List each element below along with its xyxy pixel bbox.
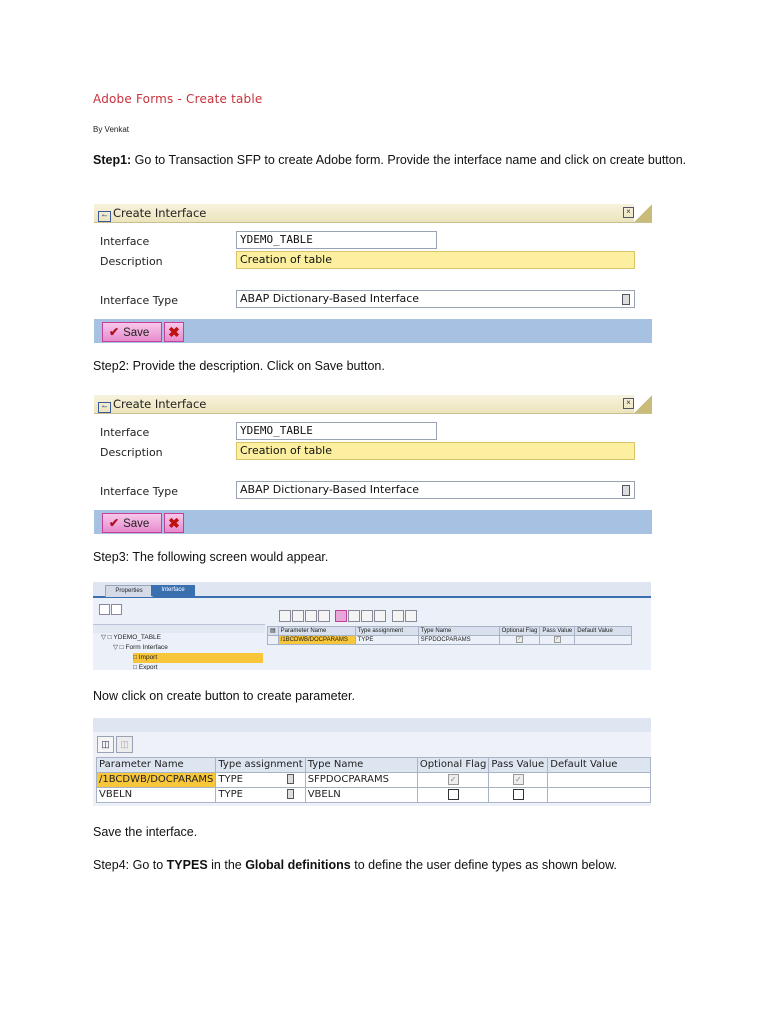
copy-icon[interactable] — [292, 610, 304, 622]
interface-type-select[interactable] — [236, 290, 635, 308]
col-header-type-name: Type Name — [305, 758, 417, 773]
create-parameter-paragraph: Now click on create button to create parameter. — [93, 689, 355, 703]
delete-icon[interactable] — [361, 610, 373, 622]
dialog-title-text: Create Interface — [113, 397, 207, 411]
interface-tree — [93, 600, 265, 670]
cut-icon[interactable] — [279, 610, 291, 622]
col-header: Parameter Name — [278, 627, 355, 636]
col-header-type-assignment: Type assignment — [216, 758, 305, 773]
interface-input[interactable]: YDEMO_TABLE — [236, 231, 437, 249]
cell-type-name[interactable]: SFPDOCPARAMS — [305, 773, 417, 788]
cell-parameter-name[interactable]: /1BCDWB/DOCPARAMS — [97, 773, 216, 788]
create-interface-dialog-1 — [94, 204, 652, 343]
close-icon[interactable]: × — [623, 207, 634, 218]
find-icon[interactable] — [392, 610, 404, 622]
cell-pass-value[interactable] — [489, 773, 548, 788]
collapse-icon[interactable] — [111, 604, 122, 615]
save-interface-paragraph: Save the interface. — [93, 825, 198, 839]
table-row[interactable] — [97, 773, 651, 788]
find-next-icon[interactable] — [405, 610, 417, 622]
checkmark-icon: ✔ — [109, 325, 120, 339]
step4-paragraph — [93, 858, 688, 873]
save-button-label: Save — [123, 518, 150, 530]
dialog-button-bar — [94, 319, 652, 343]
step3-paragraph: Step3: The following screen would appear. — [93, 550, 329, 564]
interface-input[interactable]: YDEMO_TABLE — [236, 422, 437, 440]
cell-default-value[interactable] — [548, 788, 651, 803]
col-header: Pass Value — [540, 627, 575, 636]
description-input[interactable]: Creation of table — [236, 442, 635, 460]
cell-optional-flag[interactable] — [499, 636, 540, 645]
interface-type-row — [94, 290, 636, 308]
description-label: Description — [100, 446, 163, 459]
create-icon: ↼ — [98, 211, 111, 222]
dialog-corner — [634, 204, 652, 222]
optional-flag-checkbox[interactable]: ✓ — [448, 774, 459, 785]
find-icon[interactable]: ◫ — [97, 736, 114, 753]
insert-icon[interactable] — [348, 610, 360, 622]
paste-icon[interactable] — [305, 610, 317, 622]
dropdown-icon[interactable] — [622, 485, 630, 496]
cell-type-name[interactable]: SFPDOCPARAMS — [418, 636, 499, 645]
tree-node-export-label: Export — [138, 664, 158, 670]
save-button[interactable] — [102, 513, 162, 533]
tree-node-form-interface[interactable]: ▽ □ Form Interface — [113, 644, 168, 651]
description-row — [94, 442, 636, 460]
interface-label: Interface — [100, 426, 150, 439]
dialog-title-text: Create Interface — [113, 206, 207, 220]
parameter-table — [96, 757, 651, 803]
save-button[interactable] — [102, 322, 162, 342]
col-header: Type assignment — [355, 627, 418, 636]
cell-pass-value[interactable] — [540, 636, 575, 645]
tree-node-export[interactable]: □ Export — [133, 664, 158, 670]
pass-value-checkbox[interactable]: ✓ — [513, 774, 524, 785]
step1-paragraph — [93, 153, 688, 168]
cell-pass-value[interactable] — [489, 788, 548, 803]
cell-type-assignment-value: TYPE — [218, 789, 243, 800]
create-interface-dialog-2 — [94, 395, 652, 534]
create-parameter-icon[interactable] — [335, 610, 347, 622]
tree-toolbar — [99, 604, 123, 617]
tree-node-import[interactable]: □ Import — [133, 653, 263, 663]
close-icon[interactable]: × — [623, 398, 634, 409]
cell-type-assignment[interactable]: TYPE — [355, 636, 418, 645]
tree-header — [93, 624, 265, 633]
row-selector[interactable] — [268, 636, 279, 645]
checkbox[interactable]: ✓ — [517, 636, 522, 642]
save-button-label: Save — [123, 327, 150, 339]
tree-node-root-label: YDEMO_TABLE — [113, 634, 161, 641]
find-next-icon[interactable]: ◫ — [116, 736, 133, 753]
parameter-table-small — [267, 626, 632, 645]
pass-value-checkbox[interactable] — [513, 789, 524, 800]
grid-toolbar — [97, 736, 135, 754]
interface-type-row — [94, 481, 636, 499]
checkmark-icon: ✔ — [109, 516, 120, 530]
select-all-icon[interactable]: ▤ — [268, 627, 279, 636]
cell-type-name[interactable]: VBELN — [305, 788, 417, 803]
parameter-grid-screenshot — [93, 718, 651, 806]
tab-interface[interactable]: Interface — [151, 585, 195, 596]
dropdown-icon[interactable] — [622, 294, 630, 305]
grid-header-strip — [93, 718, 651, 732]
col-header: Optional Flag — [499, 627, 540, 636]
table-row[interactable] — [97, 788, 651, 803]
step4-post: to define the user define types as shown below. — [350, 858, 617, 872]
step1-text: Go to Transaction SFP to create Adobe form. Provide the interface name and click on create button. — [131, 153, 687, 167]
dialog-title — [98, 206, 206, 222]
optional-flag-checkbox[interactable] — [448, 789, 459, 800]
description-label: Description — [100, 255, 163, 268]
tree-node-form-interface-label: Form Interface — [125, 644, 168, 651]
description-input[interactable]: Creation of table — [236, 251, 635, 269]
dialog-corner — [634, 395, 652, 413]
document-title: Adobe Forms - Create table — [93, 92, 263, 106]
dialog-button-bar — [94, 510, 652, 534]
cell-type-assignment[interactable] — [216, 788, 305, 803]
interface-type-value: ABAP Dictionary-Based Interface — [240, 483, 420, 496]
interface-row — [94, 422, 636, 440]
interface-row — [94, 231, 636, 249]
expand-icon[interactable] — [99, 604, 110, 615]
dropdown-icon[interactable] — [287, 789, 294, 799]
dialog-title — [98, 397, 206, 413]
cancel-button[interactable]: ✖ — [164, 322, 184, 342]
step2-paragraph: Step2: Provide the description. Click on Save button. — [93, 359, 385, 373]
col-header-parameter-name: Parameter Name — [97, 758, 216, 773]
author-byline: By Venkat — [93, 125, 130, 134]
cell-type-assignment[interactable] — [216, 773, 305, 788]
col-header: Default Value — [575, 627, 632, 636]
interface-editor-screenshot — [93, 582, 651, 670]
cell-default-value[interactable] — [548, 773, 651, 788]
step4-mid: in the — [207, 858, 246, 872]
col-header-pass-value: Pass Value — [489, 758, 548, 773]
interface-type-value: ABAP Dictionary-Based Interface — [240, 292, 420, 305]
cell-default-value[interactable] — [575, 636, 632, 645]
cell-parameter-name[interactable]: /1BCDWB/DOCPARAMS — [278, 636, 355, 645]
tab-properties[interactable]: Properties — [105, 585, 153, 597]
interface-type-label: Interface Type — [100, 294, 179, 307]
col-header-default-value: Default Value — [548, 758, 651, 773]
tree-node-import-label: Import — [138, 654, 158, 661]
create-icon: ↼ — [98, 402, 111, 413]
detail-icon[interactable] — [374, 610, 386, 622]
interface-type-label: Interface Type — [100, 485, 179, 498]
interface-type-select[interactable] — [236, 481, 635, 499]
col-header: Type Name — [418, 627, 499, 636]
step4-global: Global definitions — [245, 858, 351, 872]
interface-label: Interface — [100, 235, 150, 248]
grid-toolbar — [279, 610, 418, 622]
cell-optional-flag[interactable] — [417, 773, 488, 788]
checkbox[interactable]: ✓ — [555, 636, 560, 642]
table-row[interactable] — [268, 636, 632, 645]
cell-parameter-name[interactable]: VBELN — [97, 788, 216, 803]
description-row — [94, 251, 636, 269]
step4-pre: Step4: Go to — [93, 858, 167, 872]
col-header-optional-flag: Optional Flag — [417, 758, 488, 773]
step1-label: Step1: — [93, 153, 132, 167]
dropdown-icon[interactable] — [287, 774, 294, 784]
cell-type-assignment-value: TYPE — [218, 774, 243, 785]
tree-node-root[interactable]: ▽ □ YDEMO_TABLE — [101, 634, 161, 641]
cancel-button[interactable]: ✖ — [164, 513, 184, 533]
undo-icon[interactable] — [318, 610, 330, 622]
tab-strip — [93, 582, 651, 598]
step4-types: TYPES — [166, 858, 208, 872]
cell-optional-flag[interactable] — [417, 788, 488, 803]
